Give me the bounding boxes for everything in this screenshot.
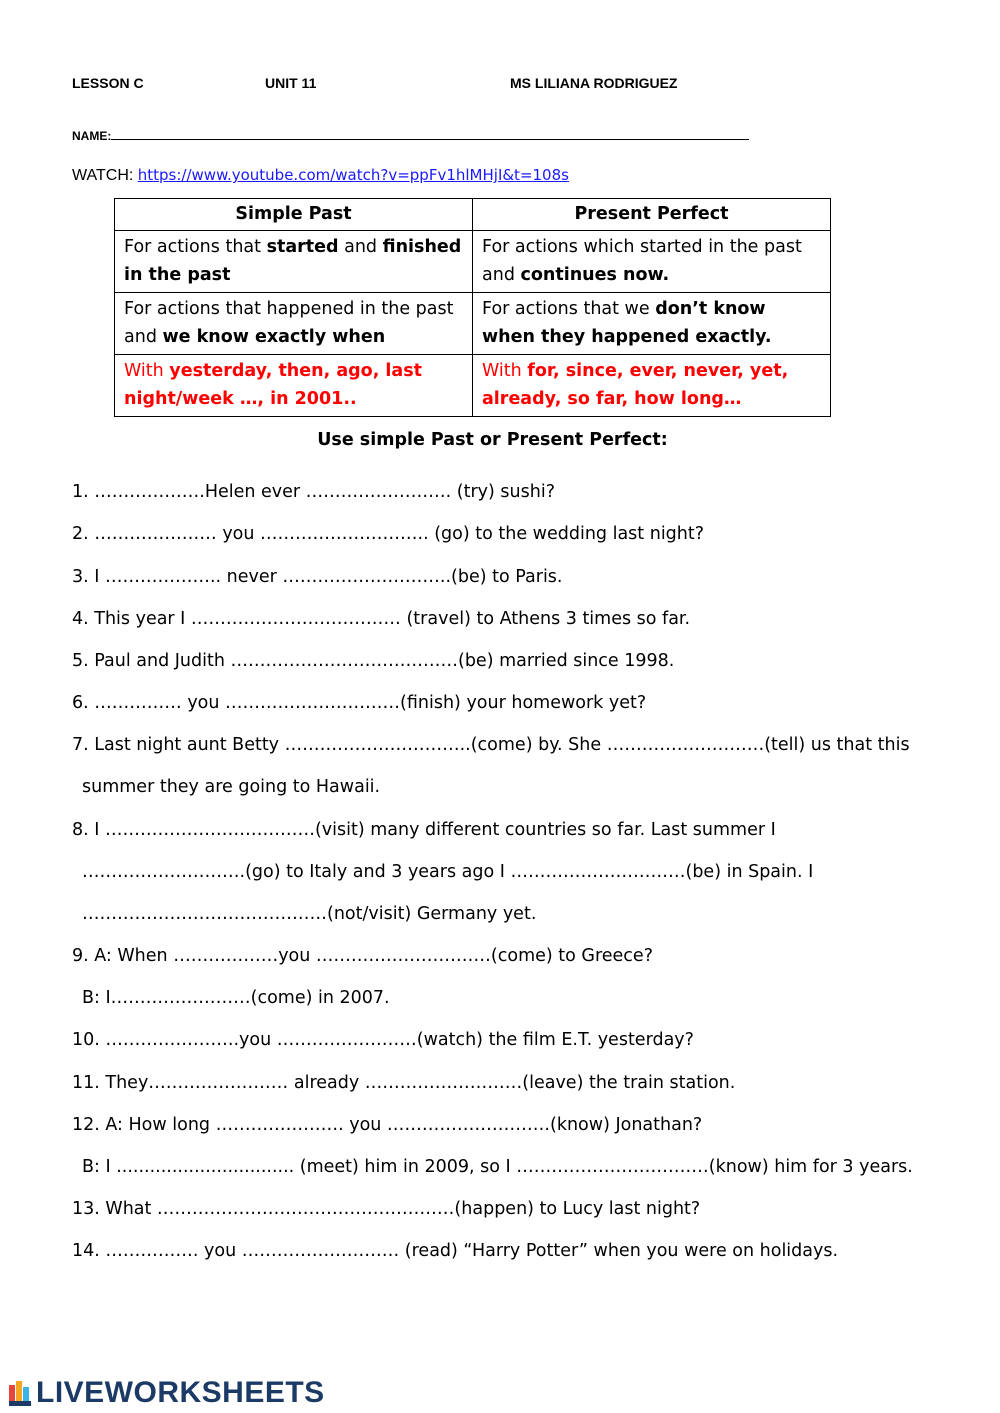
cell-bold-text: started	[266, 237, 339, 257]
exercise-line[interactable]: 9. A: When ………………you …………………………(come) to Greece?	[72, 946, 653, 966]
exercise-line[interactable]: ……………………….(go) to Italy and 3 years ago I …………………………(be) in Spain. I	[82, 862, 814, 882]
header-simple-past: Simple Past	[115, 199, 473, 231]
exercise-line[interactable]: 5. Paul and Judith …………………………………(be) married since 1998.	[72, 651, 675, 671]
cell-bold-text: finished in the past	[124, 237, 462, 285]
exercise-line[interactable]: 3. I ……………….. never ………………………..(be) to Paris.	[72, 567, 563, 587]
unit-label: UNIT 11	[265, 75, 317, 91]
table-row	[115, 293, 831, 355]
cell-text: For actions which started in the past and	[482, 237, 802, 285]
cell-text: With	[482, 361, 528, 381]
video-link[interactable]: https://www.youtube.com/watch?v=ppFv1hlMHjI&t=108s	[137, 166, 569, 184]
table-cell	[115, 293, 473, 355]
logo-text: LIVEWORKSHEETS	[36, 1376, 325, 1409]
table-cell	[115, 355, 473, 417]
grammar-table	[114, 198, 831, 417]
watch-line	[72, 166, 569, 185]
exercise-line[interactable]: 1. ……………….Helen ever ……………………. (try) sushi?	[72, 482, 556, 502]
exercise-line[interactable]: 4. This year I ……………………………… (travel) to Athens 3 times so far.	[72, 609, 691, 629]
table-row	[115, 355, 831, 417]
name-field[interactable]	[72, 128, 749, 143]
cell-text: With	[124, 361, 170, 381]
table-cell	[473, 231, 831, 293]
exercise-line[interactable]: 8. I ………………………………(visit) many different countries so far. Last summer I	[72, 820, 776, 840]
header-present-perfect: Present Perfect	[473, 199, 831, 231]
table-row	[115, 231, 831, 293]
cell-text: For actions that we	[482, 299, 656, 319]
exercise-line[interactable]: 6. …………… you …………………………(finish) your homework yet?	[72, 693, 647, 713]
table-cell	[473, 293, 831, 355]
liveworksheets-logo	[8, 1376, 325, 1410]
watch-label: WATCH:	[72, 167, 138, 184]
exercise-line[interactable]: 11. They…………………… already ………………………(leave) the train station.	[72, 1073, 736, 1093]
cell-text: For actions that happened in the past and	[124, 299, 454, 347]
table-header-row	[115, 199, 831, 231]
exercise-line[interactable]: ……………………………………(not/visit) Germany yet.	[82, 904, 537, 924]
exercise-line[interactable]: 7. Last night aunt Betty …………………………..(come) by. She ………………………(tell) us that this	[72, 735, 910, 755]
name-label: NAME:	[72, 129, 112, 143]
table-cell	[473, 355, 831, 417]
cell-bold-text: continues now.	[520, 265, 670, 285]
instructions-heading: Use simple Past or Present Perfect:	[317, 430, 668, 450]
teacher-name: MS LILIANA RODRIGUEZ	[510, 75, 678, 91]
logo-mark-icon	[8, 1379, 34, 1407]
name-underline	[111, 128, 749, 140]
exercise-line[interactable]: 12. A: How long …………………. you ……………………….(know) Jonathan?	[72, 1115, 703, 1135]
cell-text: and	[338, 237, 383, 257]
exercise-line[interactable]: 10. …………………..you ……………………(watch) the film E.T. yesterday?	[72, 1030, 694, 1050]
cell-text: For actions that	[124, 237, 267, 257]
exercise-line[interactable]: B: I ................................ (meet) him in 2009, so I ……………………………(know) him for 3 years.	[82, 1157, 913, 1177]
exercise-line[interactable]: B: I……………………(come) in 2007.	[82, 988, 390, 1008]
cell-bold-text: we know exactly when	[162, 327, 386, 347]
exercise-line: summer they are going to Hawaii.	[82, 777, 381, 797]
lesson-label: LESSON C	[72, 75, 144, 91]
cell-bold-text: for, since, ever, never, yet, already, so far, how long…	[482, 361, 789, 409]
exercise-line[interactable]: 13. What ……………………………………………(happen) to Lucy last night?	[72, 1199, 701, 1219]
cell-bold-text: yesterday, then, ago, last night/week …, in 2001..	[124, 361, 423, 409]
cell-bold-text: don’t know when they happened exactly.	[482, 299, 772, 347]
exercise-line[interactable]: 14. ……………. you ……………………… (read) “Harry Potter” when you were on holidays.	[72, 1241, 839, 1261]
exercise-line[interactable]: 2. ………………… you ……………………….. (go) to the wedding last night?	[72, 524, 705, 544]
table-cell	[115, 231, 473, 293]
